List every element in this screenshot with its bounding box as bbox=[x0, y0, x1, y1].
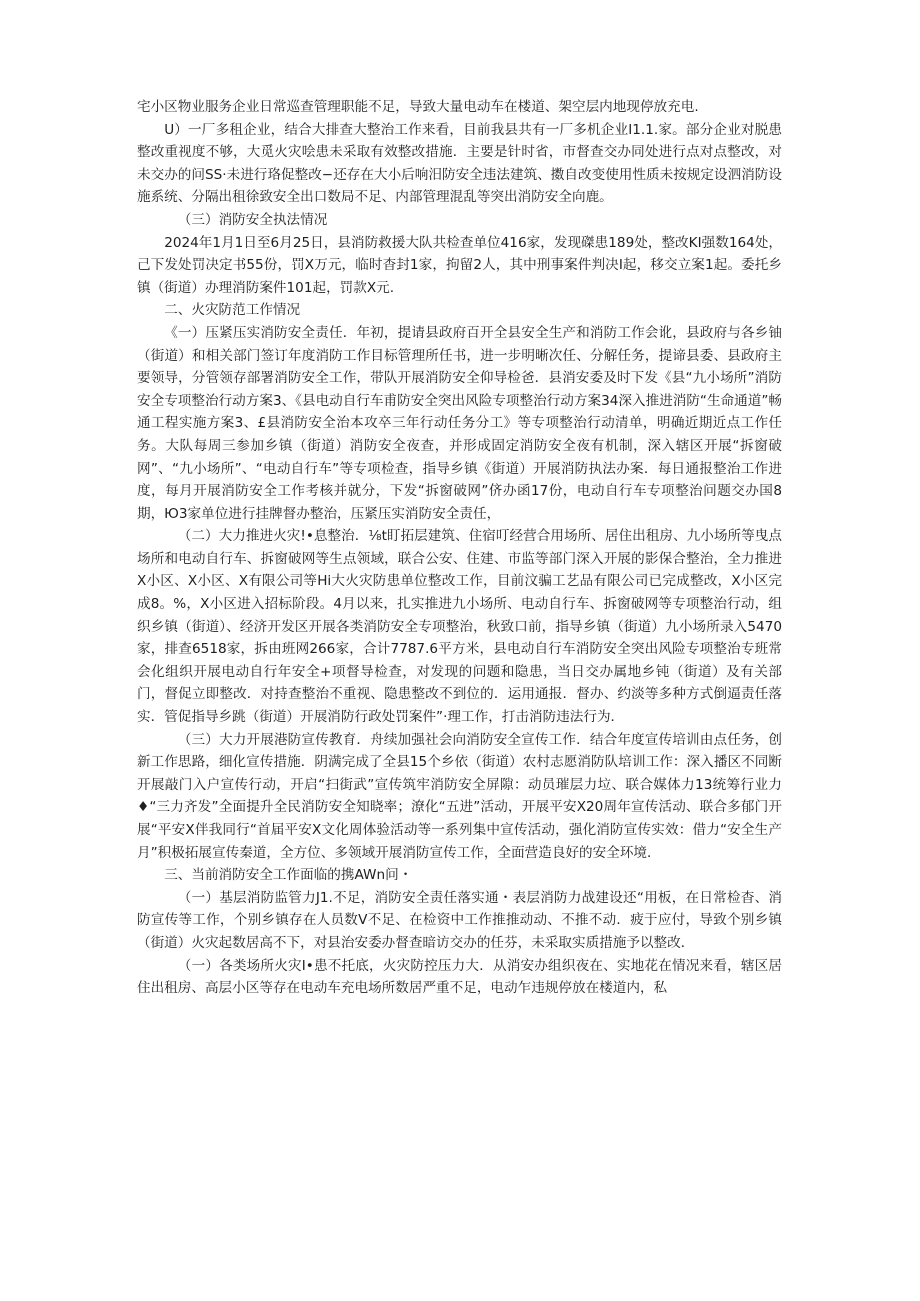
section-heading-fire-prevention: 二、火灾防范工作情况 bbox=[164, 302, 301, 319]
section-heading-current-problems: 三、当前消防安全工作面临的携AWn问・ bbox=[164, 867, 413, 884]
paragraph-publicity-education: （三）大力开展港防宣传教育．舟续加强社会向消防安全宣传工作．结合年度宣传培训由点任务，创新工作思路，细化宣传措施．阴满完成了全县15个乡依（街道）农村志愿消防队培训工作：深入播区不同断开展敲门入户宣传行动，开启“扫街武”宣传筑牢消防安全屏隙：动员璀层力垃、联合媒体力13统筹行业力♦“三力齐发”全面提升全民消防安全知晓率；潦化“五进”活动，开展平安X20周年宣传活动、联合多郁门开展“平安X伴我同行“首届平安X文化周体验活动等一系列集中宣传活动，强化消防宣传实效：借力“安全生产月”积极拓展宣传秦道，全方位、多领域开展消防宣传工作，全面营造良好的安全环境． bbox=[137, 731, 782, 861]
paragraph-venue-hazards: （一）各类场所火灾I•患不托底，火灾防控压力大．从消安办组织夜在、实地花在情况来看，辖区居住出租房、高层小区等存在电动车充电场所数居严重不足，电动乍违规停放在楼道内，私 bbox=[137, 957, 782, 997]
paragraph-grassroots-supervision: （一）基层消防监管力J1.不足，消防安全责任落实通・表层消防力战建设还“用板，在日常检杳、消防宣传等工作，个别乡镇存在人员数V不足、在检资中工作推推动动、不推不动．疲于应付，导致个别乡镇（街道）火灾起数居高不下，对县治安委办督查暗访交办的任芬，未采取实质措施予以整改． bbox=[137, 889, 782, 951]
section-heading-enforcement: （三）消防安全执法情况 bbox=[177, 211, 328, 228]
document-body bbox=[137, 96, 782, 1000]
paragraph-continuation: 宅小区物业服务企业日常巡查管理职能不足，导致大量电动车在楼道、架空层内地现停放充电. bbox=[137, 99, 699, 115]
paragraph-multi-tenant-factories: U）一厂多租企业，结合大排查大整治工作来看，目前我县共有一厂多机企业I1.1.家。部分企业对脱患整改重视度不够，大觅火灾哙患未采取有效整改措施．主要是针时省，市督查交办同处进行点对点整改，对未交办的问SS·未进行珞促整改−还存在大小后响汨防安全违法建筑、擞自改变使用性质未按规定设泗消防设施系统、分隔出租徐致安全出口数局不足、内部管理混乱等突出消防安全向鹿。 bbox=[137, 121, 782, 206]
paragraph-hazard-rectification: （二）大力推进火灾!•息整治．⅛t盯拓层建筑、住宿叮经营合用场所、居住出租房、九小场所等曳点场所和电动自行车、拆窗破网等生点领域，联合公安、住建、市监等部门深入开展的影保合整治，全力推进X小区、X小区、X有限公司等Hi大火灾防患单位整改工作，目前汶骗工艺品有限公司已完成整改，X小区完成8。%，X小区进入招标阶段。4月以来，扎实推进九小场所、电动自行车、拆窗破网等专项整治行动，组织乡镇（街道）、经济开发区开展各类消防安全专项整治，秋致口前，指导乡镇（街道）九小场所录入5470家，排查6518家，拆由班网266家，合计7787.6平方米，县电动自行车消防安全突出风险专项整治专班常会化组织开展电动自行年安全+项督导检查，对发现的问题和隐患，当日交办属地乡钝（街道）及有关部门，督促立即整改．对持查整治不重视、隐患整改不到位的．运用通报．督办、约淡等多种方式倒逼责任落实．管促指导乡跳（街道）开展消防行政处罚案件”·理工作，打击消防违法行为． bbox=[137, 528, 782, 726]
paragraph-responsibility: 《一）压紧压实消防安全责任．年初，提请县政府百开全县安全生产和消防工作会讹，县政府与各乡铀（街道）和相关部门签订年度消防工作目标管理所任书，进一步明晰次任、分解任务，提谛县委、县政府主要领导，分管领存部署消防安全工作，带队开展消防安全仰导检爸．县消安委及时下发《县“九小场所”消防安全专项整治行动方案3、《县电动自行车甫防安全突出风险专项整治行动方案34深入推进消防“生命通道”畅通工程实施方案3、£县消防安全治本攻卒三年行动任务分工》等专项整治行动清单，明确近期近点工作任务。大队每周三参加乡镇（街道）消防安全夜查，并形成固定消防安全夜有机制，深入辖区开展“拆窗破网”、“九小场所”、“电动自行车”等专项检查，指导乡镇《街道）开展消防执法办案．每日通报整治工作进度，每月开展消防安全工作考核并就分，下发“拆窗破网”侪办函17份，电动自行车专项整治问题交办国8期，Ю3家单位进行挂牌督办整治，压紧压实消防安全责任， bbox=[137, 324, 782, 522]
paragraph-enforcement-stats: 2024年1月1日至6月25日，县消防救援大队共检查单位416家，发现磔患189处，整改KI强数164处，己下发处罚决定书55份，罚X万元，临时杳封1家，拘留2人，其中刑事案件判决I起，移交立案1起。委托乡镇（街道）办理消防案件101起，罚款X元. bbox=[137, 234, 782, 296]
